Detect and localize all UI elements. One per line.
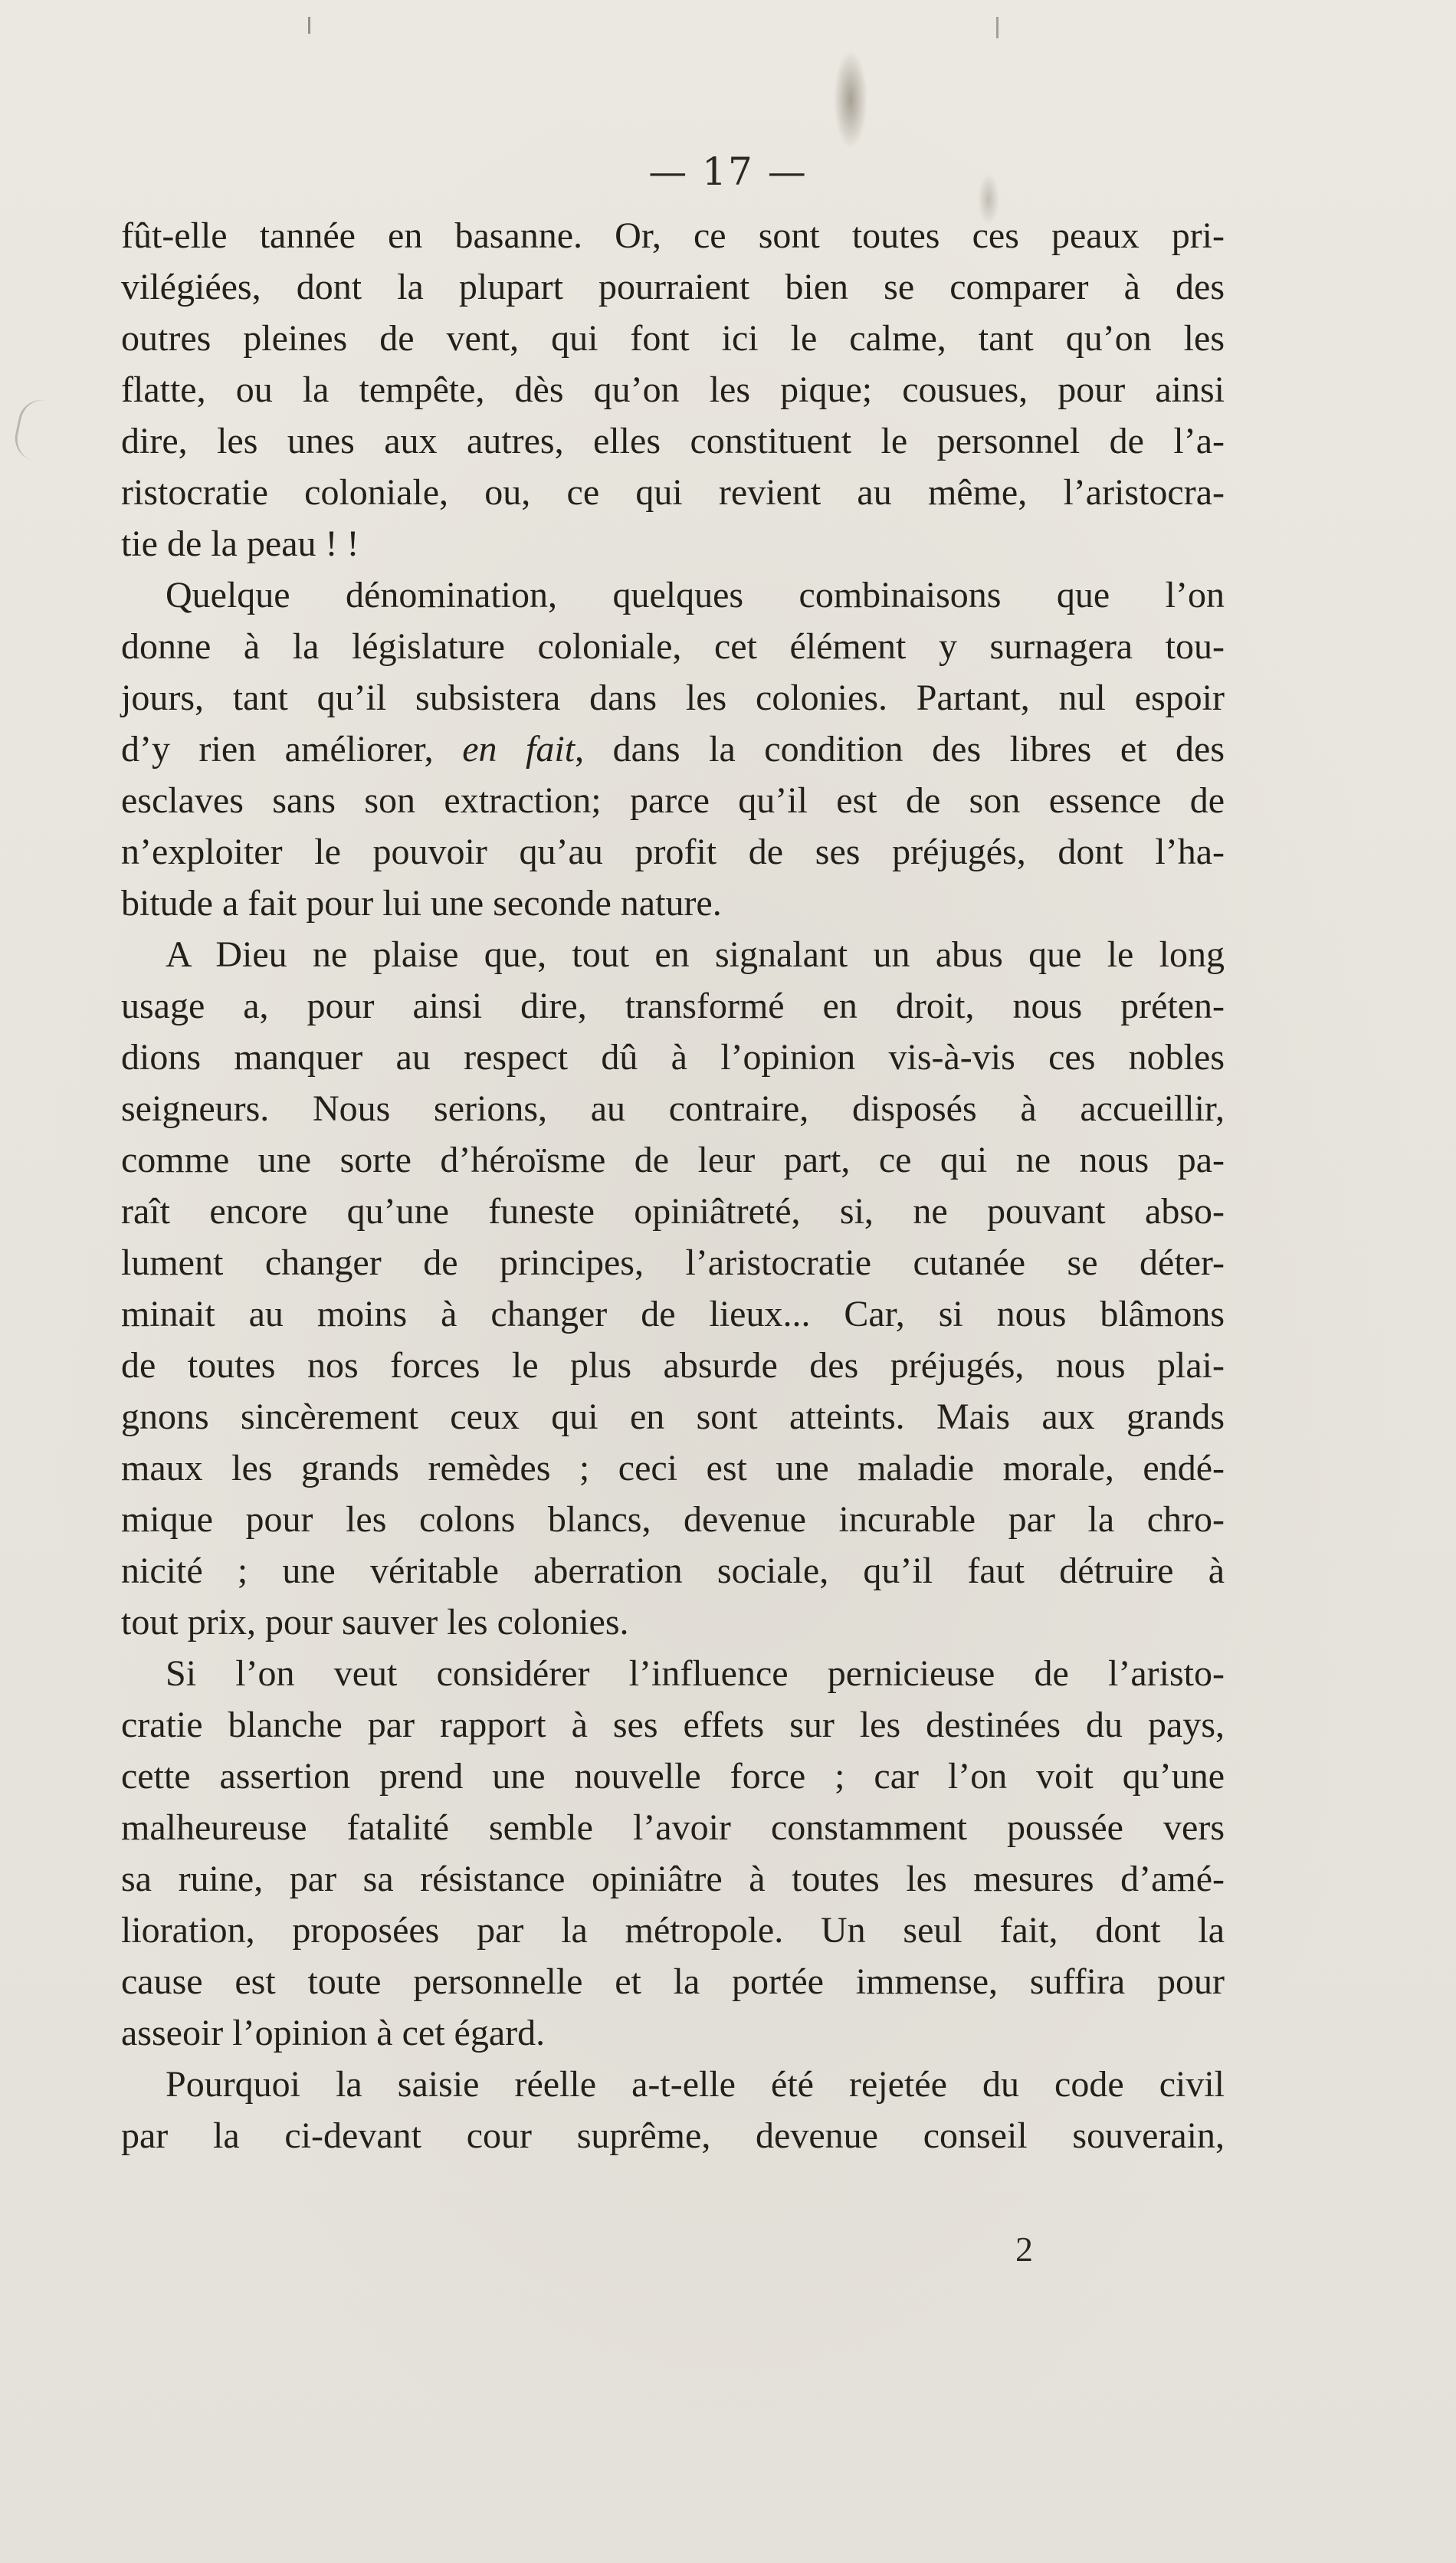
text-line: par la ci-devant cour suprême, devenue conseil souverain, xyxy=(121,2115,1225,2156)
text-line: d’y rien améliorer, en fait, dans la condition des libres et des xyxy=(121,729,1225,770)
text-line: mique pour les colons blancs, devenue incurable par la chro- xyxy=(121,1499,1225,1540)
text-line: comme une sorte d’héroïsme de leur part, ce qui ne nous pa- xyxy=(121,1140,1225,1180)
text-line: nicité ; une véritable aberration sociale, qu’il faut détruire à xyxy=(121,1551,1225,1591)
paper-mark xyxy=(996,17,999,38)
text-line: tie de la peau ! ! xyxy=(121,523,359,564)
text-line: lioration, proposées par la métropole. Un seul fait, dont la xyxy=(121,1910,1225,1951)
text-line: ristocratie coloniale, ou, ce qui revient au même, l’aristocra- xyxy=(121,472,1225,513)
text-line: fût-elle tannée en basanne. Or, ce sont toutes ces peaux pri- xyxy=(121,215,1225,256)
text-line: malheureuse fatalité semble l’avoir constamment poussée vers xyxy=(121,1807,1225,1848)
text-line: donne à la législature coloniale, cet élément y surnagera tou- xyxy=(121,626,1225,667)
text-line: jours, tant qu’il subsistera dans les colonies. Partant, nul espoir xyxy=(121,678,1225,718)
text-line: n’exploiter le pouvoir qu’au profit de ses préjugés, dont l’ha- xyxy=(121,832,1225,872)
text-line: seigneurs. Nous serions, au contraire, disposés à accueillir, xyxy=(121,1088,1225,1129)
text-line: usage a, pour ainsi dire, transformé en droit, nous préten- xyxy=(121,986,1225,1026)
body-text xyxy=(121,210,1225,2161)
text-line: vilégiées, dont la plupart pourraient bien se comparer à des xyxy=(121,267,1225,307)
text-line: minait au moins à changer de lieux... Car, si nous blâmons xyxy=(121,1294,1225,1334)
text-line: A Dieu ne plaise que, tout en signalant un abus que le long xyxy=(166,934,1225,975)
text-line: dions manquer au respect dû à l’opinion vis-à-vis ces nobles xyxy=(121,1037,1225,1078)
text-line: gnons sincèrement ceux qui en sont atteints. Mais aux grands xyxy=(121,1396,1225,1437)
text-line: outres pleines de vent, qui font ici le calme, tant qu’on les xyxy=(121,318,1225,359)
text-line: Quelque dénomination, quelques combinaisons que l’on xyxy=(166,575,1225,615)
paper-mark xyxy=(308,17,310,34)
page-number: — 17 — xyxy=(648,149,808,194)
text-line: cratie blanche par rapport à ses effets sur les destinées du pays, xyxy=(121,1705,1225,1745)
text-line: bitude a fait pour lui une seconde nature. xyxy=(121,883,722,924)
text-line: cause est toute personnelle et la portée immense, suffira pour xyxy=(121,1961,1225,2002)
text-line: Pourquoi la saisie réelle a-t-elle été rejetée du code civil xyxy=(166,2064,1225,2105)
text-line: dire, les unes aux autres, elles constituent le personnel de l’a- xyxy=(121,421,1225,461)
text-line: sa ruine, par sa résistance opiniâtre à toutes les mesures d’amé- xyxy=(121,1859,1225,1899)
text-line: esclaves sans son extraction; parce qu’il est de son essence de xyxy=(121,780,1225,821)
margin-pencil-mark xyxy=(11,395,56,462)
text-line: maux les grands remèdes ; ceci est une maladie morale, endé- xyxy=(121,1448,1225,1488)
text-line: flatte, ou la tempête, dès qu’on les pique; cousues, pour ainsi xyxy=(121,369,1225,410)
text-line: Si l’on veut considérer l’influence pernicieuse de l’aristo- xyxy=(166,1653,1225,1694)
text-line: asseoir l’opinion à cet égard. xyxy=(121,2013,546,2053)
signature-mark: 2 xyxy=(1015,2230,1033,2269)
text-line: tout prix, pour sauver les colonies. xyxy=(121,1602,629,1642)
text-line: raît encore qu’une funeste opiniâtreté, si, ne pouvant abso- xyxy=(121,1191,1225,1232)
text-line: lument changer de principes, l’aristocratie cutanée se déter- xyxy=(121,1242,1225,1283)
text-line: cette assertion prend une nouvelle force ; car l’on voit qu’une xyxy=(121,1756,1225,1797)
text-line: de toutes nos forces le plus absurde des préjugés, nous plai- xyxy=(121,1345,1225,1386)
